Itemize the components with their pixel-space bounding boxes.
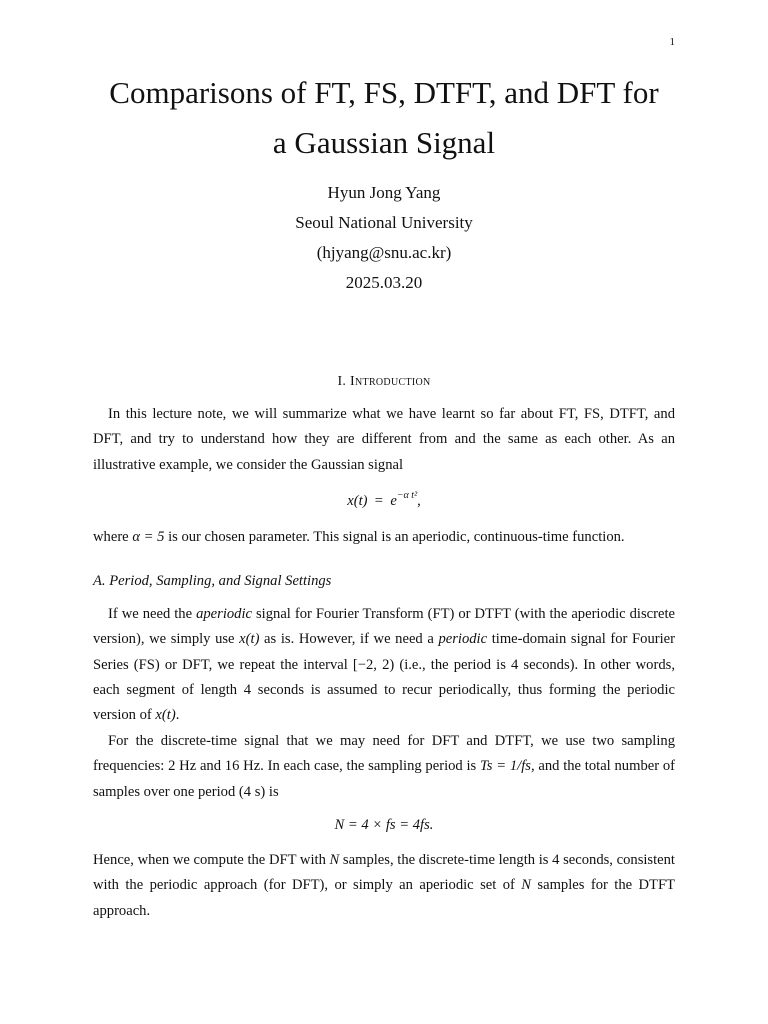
text-span: Hence, when we compute the DFT with — [93, 852, 330, 868]
emphasis-periodic: periodic — [438, 631, 488, 648]
gaussian-equation — [0, 490, 768, 510]
equation-equals: = — [374, 493, 384, 509]
paper-title — [60, 68, 708, 168]
section-number: I. — [337, 374, 347, 389]
math-alpha: α = 5 — [132, 529, 165, 545]
dft-length-paragraph — [93, 848, 675, 924]
equation-base: e — [390, 493, 397, 509]
emphasis-aperiodic: aperiodic — [196, 606, 253, 622]
text-span: seconds). In other words, each segment of length — [93, 656, 675, 698]
math-length: 4 — [243, 681, 252, 698]
title-line-2: a Gaussian Signal — [272, 125, 496, 160]
equation-exponent: −α t² — [396, 490, 418, 501]
text-span: time-domain signal for Fourier Series (FS) or DFT, we repeat the interval — [93, 631, 675, 673]
text-span: , and the total number of samples over one period (4 s) is — [93, 758, 676, 800]
text-span: (i.e., the period is — [394, 656, 512, 673]
math-n: N — [329, 852, 340, 868]
text-span: . — [175, 707, 180, 724]
equation-lhs: x(t) — [347, 493, 368, 509]
text-span: If we need the — [108, 606, 197, 622]
equation-comma: , — [417, 493, 421, 509]
page-number: 1 — [669, 36, 675, 48]
text-span: as is. However, if we need a — [259, 631, 439, 648]
text-span: For the discrete-time signal that we may need for DFT and DTFT, we use two sampling frequencies: — [93, 733, 675, 775]
section-title: Introduction — [350, 374, 431, 389]
text-span: seconds is assumed to recur periodically, thus forming the periodic version of — [93, 681, 675, 724]
sample-count-equation: N = 4 × fs = 4fs. — [334, 817, 434, 833]
math-length: 4 — [552, 852, 560, 868]
math-x-t: x(t) — [155, 707, 176, 724]
title-line-1: Comparisons of FT, FS, DTFT, and DFT for — [109, 75, 659, 110]
author-block — [0, 178, 768, 298]
text-span: seconds, consistent with the periodic approach (for DFT), or simply an aperiodic set of — [93, 852, 675, 894]
author-affiliation: Seoul National University — [295, 213, 473, 232]
text-span: samples, the discrete-time length is — [339, 852, 553, 868]
text-span: Hz and — [175, 758, 225, 775]
author-name: Hyun Jong Yang — [327, 183, 441, 202]
math-sampling-period: Ts = 1/fs — [480, 758, 531, 775]
sampling-paragraph — [93, 729, 675, 805]
text-span: is our chosen parameter. This signal is an aperiodic, continuous-time function. — [164, 529, 625, 545]
math-fs-16: 16 — [224, 758, 240, 775]
math-n: N — [521, 877, 531, 894]
intro-paragraph: In this lecture note, we will summarize what we have learnt so far about FT, FS, DTFT, and DFT, and try to understand how they are different from and the same as each other. As an illustrative example, we consider the Gaussian signal — [93, 406, 675, 473]
section-heading-introduction — [0, 374, 768, 390]
author-email: (hjyang@snu.ac.kr) — [316, 243, 452, 262]
text-span: samples for the DTFT approach. — [93, 877, 675, 919]
math-period: 4 — [511, 656, 519, 673]
math-x-t: x(t) — [239, 631, 260, 648]
text-span: Hz. In each case, the sampling period is — [239, 758, 480, 775]
parameter-paragraph — [93, 525, 675, 550]
math-fs-2: 2 — [168, 758, 176, 775]
text-span: where — [93, 529, 133, 545]
math-interval: [−2, 2) — [352, 656, 395, 673]
paper-date: 2025.03.20 — [345, 273, 423, 292]
text-span: signal for Fourier Transform (FT) or DTFT (with the aperiodic discrete version), we simply use — [93, 606, 675, 648]
period-paragraph — [93, 602, 675, 728]
subsection-heading: A. Period, Sampling, and Signal Settings — [93, 573, 332, 589]
